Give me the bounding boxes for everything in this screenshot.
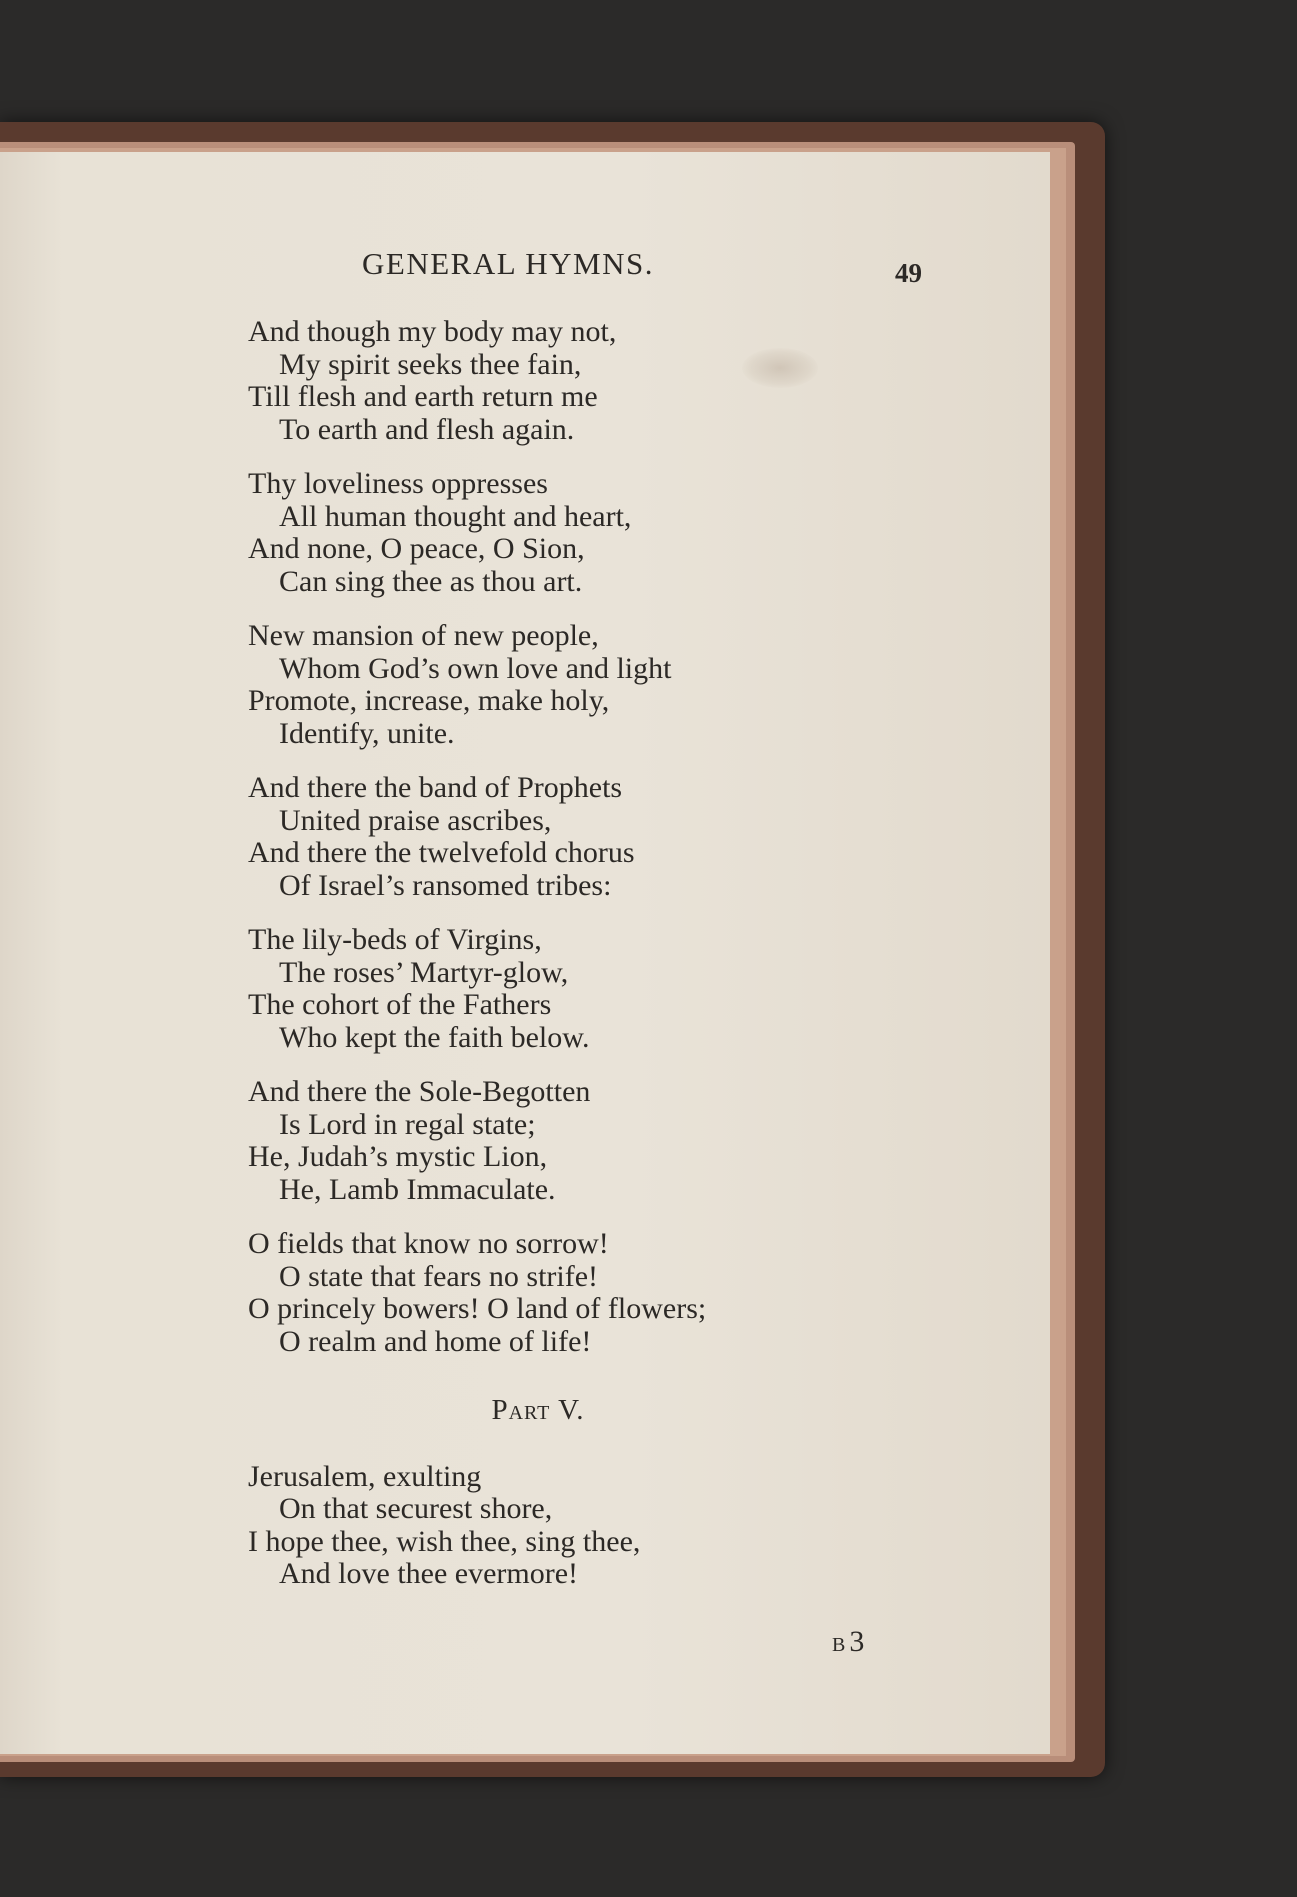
signature-letter: B — [832, 1634, 846, 1656]
stanza-6 — [248, 1076, 808, 1206]
verse-line: All human thought and heart, — [279, 499, 632, 533]
stanza-2 — [248, 468, 808, 598]
verse-line: Who kept the faith below. — [279, 1020, 590, 1054]
verse-line: O state that fears no strife! — [279, 1259, 599, 1293]
verse-line: And none, O peace, O Sion, — [248, 532, 585, 565]
verse-line: And there the twelvefold chorus — [248, 836, 635, 869]
verse-line: New mansion of new people, — [248, 619, 599, 652]
verse-line: O princely bowers! O land of flowers; — [248, 1292, 707, 1325]
verse-line: Thy loveliness oppresses — [248, 467, 548, 500]
verse-line: On that securest shore, — [279, 1492, 553, 1525]
verse-line: Promote, increase, make holy, — [248, 684, 610, 717]
stanza-3 — [248, 620, 808, 750]
hymn-text — [248, 316, 808, 1613]
verse-line: The cohort of the Fathers — [248, 988, 552, 1021]
verse-line: To earth and flesh again. — [279, 412, 575, 446]
verse-line: Whom God’s own love and light — [279, 651, 672, 685]
verse-line: Of Israel’s ransomed tribes: — [279, 868, 612, 902]
verse-line: O fields that know no sorrow! — [248, 1227, 609, 1260]
stanza-4 — [248, 772, 808, 902]
stanza-1 — [248, 316, 808, 446]
verse-line: O realm and home of life! — [279, 1324, 592, 1358]
verse-line: He, Judah’s mystic Lion, — [248, 1140, 548, 1173]
stanza-7 — [248, 1228, 808, 1358]
running-title: GENERAL HYMNS. — [362, 246, 654, 281]
verse-line: Can sing thee as thou art. — [279, 564, 583, 598]
verse-line: United praise ascribes, — [279, 803, 552, 837]
verse-line: And love thee evermore! — [279, 1557, 579, 1590]
verse-line: And there the band of Prophets — [248, 771, 623, 804]
verse-line: The lily-beds of Virgins, — [248, 923, 542, 956]
stanza-5 — [248, 924, 808, 1054]
verse-line: I hope thee, wish thee, sing thee, — [248, 1524, 641, 1558]
verse-line: Till flesh and earth return me — [248, 380, 598, 413]
verse-line: And there the Sole-Begotten — [248, 1075, 591, 1108]
stanza-final — [248, 1461, 808, 1591]
verse-line: He, Lamb Immaculate. — [279, 1172, 556, 1206]
page-number: 49 — [895, 258, 922, 288]
verse-line: Jerusalem, exulting — [248, 1459, 482, 1493]
verse-line: And though my body may not, — [248, 315, 617, 348]
signature-mark — [832, 1625, 864, 1659]
verse-line: Identify, unite. — [279, 716, 455, 750]
verse-line: My spirit seeks thee fain, — [279, 347, 582, 381]
signature-number: 3 — [849, 1625, 865, 1658]
verse-line: Is Lord in regal state; — [279, 1107, 536, 1141]
part-heading: Part V. — [491, 1394, 585, 1426]
verse-line: The roses’ Martyr-glow, — [279, 955, 569, 989]
